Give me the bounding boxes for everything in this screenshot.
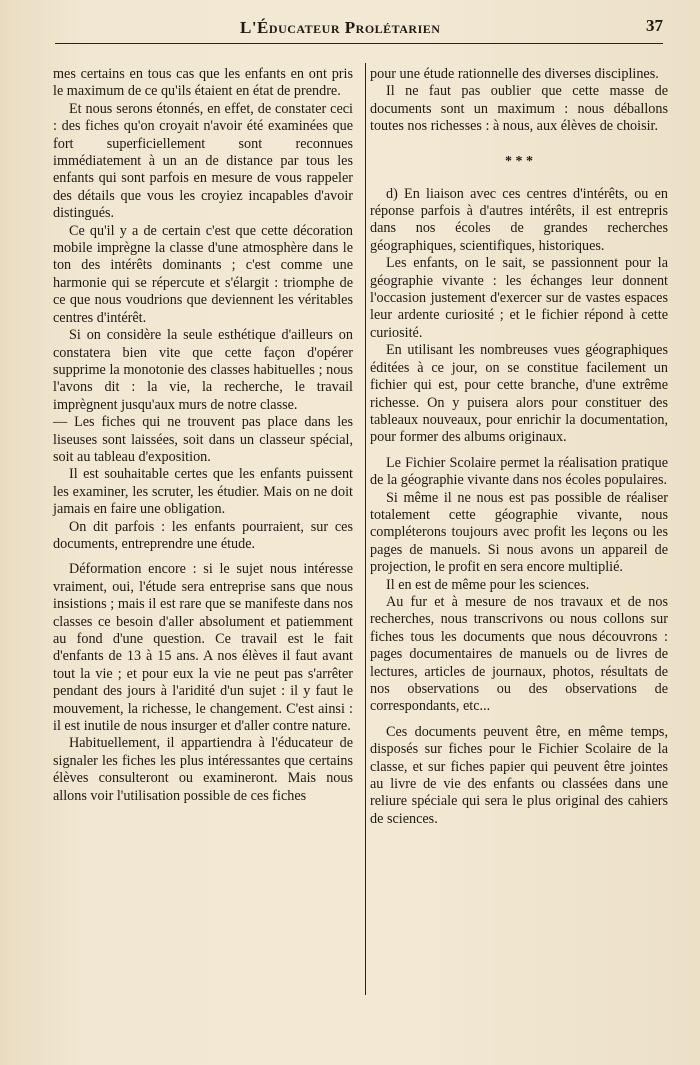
paragraph: Si on considère la seule esthétique d'ailleurs on constatera bien vite que cette façon d'opérer supprime la monotonie des classes habituelles ; nous l'avons dit : la vie, la recherche, le travail imprègnent jusqu'aux murs de notre classe. [53, 327, 353, 413]
paragraph: Si même il ne nous est pas possible de réaliser totalement cette géographie vivante, nous compléterons toujours avec profit les leçons ou les pages de manuels. Si nous avons un appareil de projection, le profit en sera encore multiplié. [370, 489, 668, 576]
paragraph: Il est souhaitable certes que les enfants puissent les examiner, les scruter, les étudier. Mais on ne doit jamais en faire une obligation. [53, 466, 353, 518]
journal-title: L'Éducateur Prolétarien [240, 18, 441, 37]
paragraph: Il ne faut pas oublier que cette masse de documents sont un maximum : nous déballons toutes nos richesses : à nous, aux élèves de choisir. [370, 83, 668, 135]
header-rule [55, 43, 663, 44]
paragraph: Le Fichier Scolaire permet la réalisation pratique de la géographie vivante dans nos écoles populaires. [370, 454, 668, 489]
running-head [55, 14, 663, 42]
paragraph: Les enfants, on le sait, se passionnent pour la géographie vivante : les échanges leur donnent l'occasion justement d'exercer sur de vastes espaces leur ardente curiosité ; et le fichier répond à cette curiosité. [370, 255, 668, 341]
left-column [53, 66, 353, 805]
page-number: 37 [646, 16, 663, 35]
paragraph: Ces documents peuvent être, en même temps, disposés sur fiches pour le Fichier Scolaire de la classe, et sur fiches papier qui peuvent être jointes au livre de vie des enfants ou classées dans une reliure spéciale qui sera le plus original des cahiers de sciences. [370, 723, 668, 827]
paragraph: Ce qu'il y a de certain c'est que cette décoration mobile imprègne la classe d'une atmosphère dans le ton des intérêts dominants ; c'est comme une harmonie qui se répercute et s'élargit : triomphe de ce que nous voudrions que deviennent les véritables centres d'intérêt. [53, 222, 353, 326]
paragraph: Et nous serons étonnés, en effet, de constater ceci : des fiches qu'on croyait n'avoir été examinées que fort superficiellement sont reconnues immédiatement à un an de distance par tous les enfants qui sont parfois en mesure de vous rappeler des détails que vous les croyiez incapables d'avoir distingués. [53, 100, 353, 222]
paragraph: Il en est de même pour les sciences. [386, 576, 590, 593]
paragraph: d) En liaison avec ces centres d'intérêts, ou en réponse parfois à d'autres intérêts, il est entrepris dans nos écoles de grandes recherches géographiques, scientifiques, historiques. [370, 185, 668, 254]
paragraph: pour une étude rationnelle des diverses disciplines. [370, 66, 659, 82]
paragraph: Déformation encore : si le sujet nous intéresse vraiment, oui, l'étude sera entreprise sans que nous insistions ; mais il est rare que se manifeste dans nos classes ce besoin d'aller absolument et patiemment au fond d'une question. Ce travail est le fait d'enfants de 13 à 15 ans. A nos élèves il faut avant tout la vie ; et pour eux la vie ne peut pas s'arrêter pendant des jours à l'aridité d'un sujet : il y faut le mouvement, la richesse, le changement. C'est ainsi : il est inutile de nous insurger et d'aller contre nature. [53, 561, 353, 735]
paragraph: mes certains en tous cas que les enfants en ont pris le maximum de ce qu'ils étaient en état de prendre. [53, 66, 353, 100]
column-divider [365, 63, 366, 995]
paragraph: — Les fiches qui ne trouvent pas place dans les liseuses sont laissées, soit dans un classeur spécial, soit au tableau d'exposition. [53, 414, 353, 465]
paragraph: On dit parfois : les enfants pourraient, sur ces documents, entreprendre une étude. [53, 518, 353, 552]
paragraph: Habituellement, il appartiendra à l'éducateur de signaler les fiches les plus intéressantes que certains élèves consulteront ou examineront. Mais nous allons voir l'utilisation possible de ces fiches [53, 735, 353, 804]
paragraph: En utilisant les nombreuses vues géographiques éditées à ce jour, on se constitue facilement un fichier qui est, pour cette branche, d'une extrême richesse. On y puisera alors pour constituer des tableaux nouveaux, pour enrichir la documentation, pour former des albums originaux. [370, 342, 668, 446]
section-break: * * * [505, 153, 533, 169]
paragraph: Au fur et à mesure de nos travaux et de nos recherches, nous transcrivons ou nous collons sur fiches tous les documents que nous découvrons : pages documentaires de manuels ou de livres de lectures, articles de journaux, photos, résultats de nos observations ou des observations de correspondants, etc... [370, 593, 668, 715]
right-column [370, 66, 668, 828]
